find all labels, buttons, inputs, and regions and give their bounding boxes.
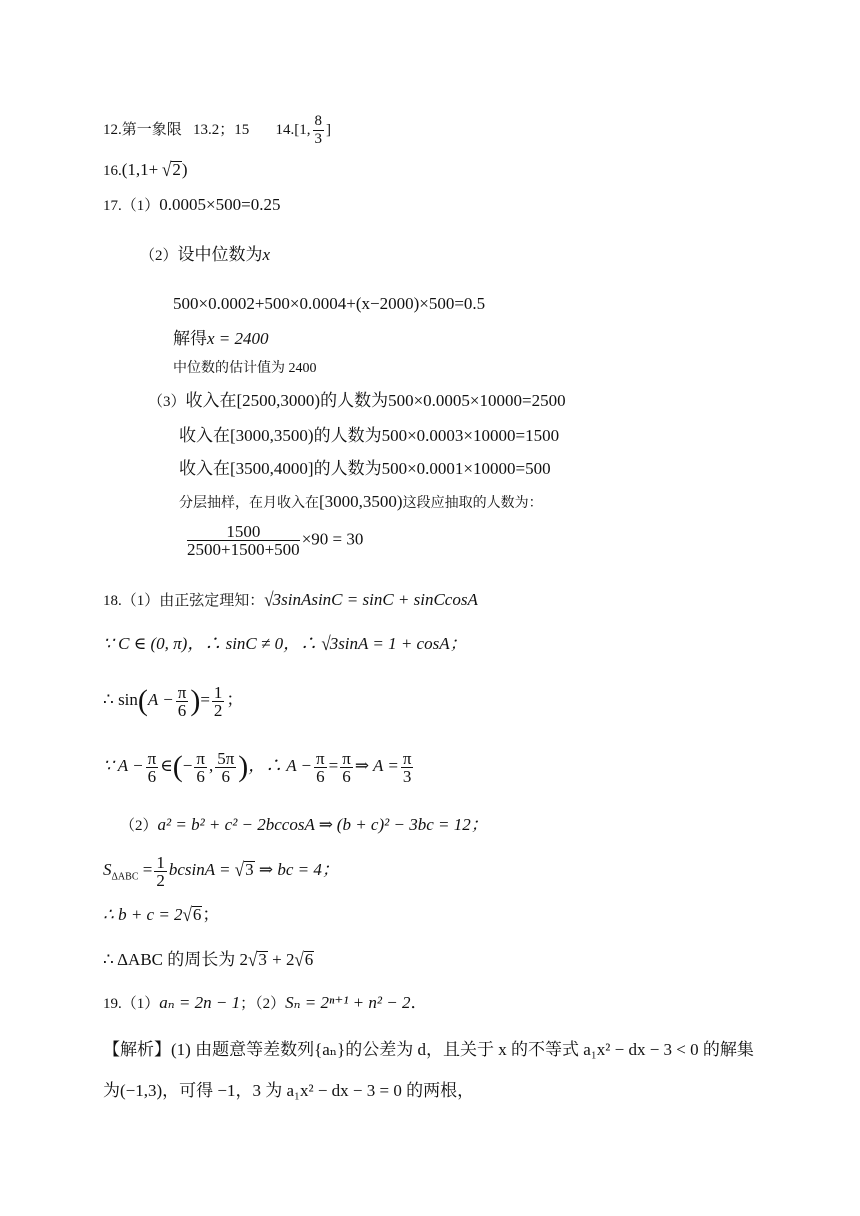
q17-part3-c: 收入在[3500,4000]的人数为500×0.0001×10000=500 — [179, 459, 551, 478]
q17-part2-label: （2）设中位数为x — [140, 245, 271, 264]
sqrt: 3 — [245, 860, 254, 879]
fraction: $\frac{1500}{2500+1500+500}$ — [187, 522, 300, 559]
q17-stratified: 分层抽样，在月收入在[3000,3500)这段应抽取的人数为： — [179, 492, 543, 511]
fraction: $\frac{1}{2}$ — [156, 852, 165, 890]
sqrt: 2 — [172, 160, 181, 179]
q18-line3: ∴ sin(A − $\frac{\pi}{6}$ )= $\frac{1}{2}$ ； — [103, 682, 244, 720]
q17-solution: 解得x = 2400 — [173, 329, 269, 348]
sqrt: 3 — [258, 950, 267, 969]
q19-analysis-line2: 为(−1,3)，可得 −1，3 为 a₁x² − dx − 3 = 0 的两根， — [103, 1081, 475, 1100]
answer-13: 13.2；15 — [193, 121, 250, 138]
fraction: $\frac{\pi}{3}$ — [402, 748, 412, 786]
answer-line-12-14 — [103, 113, 331, 148]
q17-part1: 17.（1）0.0005×500=0.25 — [103, 195, 281, 214]
sqrt: 6 — [192, 905, 202, 924]
answer-14: 14.[1, $\frac{8}{3}$ ] — [275, 113, 332, 147]
q17-median-note: 中位数的估计值为 2400 — [173, 361, 317, 376]
fraction: $\frac{\pi}{6}$ — [342, 748, 351, 786]
fraction: $\frac{\pi}{6}$ — [177, 682, 187, 720]
q18-area: $S_{\Delta ABC}$ = $\frac{1}{2}$ bcsinA = √3 ⇒ bc = 4； — [103, 852, 339, 890]
q18-part2: （2）a² = b² + c² − 2bccosA ⇒ (b + c)² − 3bc = 12； — [120, 815, 488, 834]
q18-line2: ∵ C ∈ (0, π)，∴ sinC ≠ 0，∴ √3sinA = 1 + cosA； — [103, 632, 467, 655]
fraction: $\frac{\pi}{6}$ — [196, 748, 205, 786]
q17-part3-b: 收入在[3000,3500)的人数为500×0.0003×10000=1500 — [179, 426, 560, 445]
q17-equation: 500×0.0002+500×0.0004+(x−2000)×500=0.5 — [173, 294, 486, 313]
q17-fraction-result: $\frac{1500}{2500+1500+500}$ ×90 = 30 — [187, 522, 364, 559]
q18-perimeter: ∴ ΔABC 的周长为 2√3 + 2√6 — [103, 948, 314, 971]
fraction: $\frac{\pi}{6}$ — [147, 748, 157, 786]
q18-part1: 18.（1）由正弦定理知：√3sinAsinC = sinC + sinCcosA — [103, 588, 478, 611]
answer-12: 12.第一象限 — [103, 121, 182, 138]
fraction: $\frac{5\pi}{6}$ — [217, 748, 235, 786]
q19-analysis-line1: 【解析】(1) 由题意等差数列{aₙ}的公差为 d，且关于 x 的不等式 a₁x² − dx − 3 < 0 的解集 — [103, 1040, 754, 1059]
q18-line4: ∵ A − $\frac{\pi}{6}$ ∈(− $\frac{\pi}{6}$ , $\frac{5\pi}{6}$ )，∴ A − $\frac{\pi}{6}$ = $\frac{\pi}{6}$ ⇒ A = $\frac{\pi}{3}$ — [103, 748, 412, 786]
fraction: $\frac{1}{2}$ — [213, 682, 223, 720]
sqrt: 6 — [304, 950, 314, 969]
fraction: $\frac{\pi}{6}$ — [316, 748, 325, 786]
q18-sum: ∴ b + c = 2√6； — [103, 903, 220, 926]
answer-16: 16.(1,1+ √2) — [103, 158, 188, 181]
q19-answer: 19.（1）aₙ = 2n − 1；（2）Sₙ = 2ⁿ⁺¹ + n² − 2． — [103, 993, 428, 1012]
q17-part3-a: （3）收入在[2500,3000)的人数为500×0.0005×10000=2500 — [148, 391, 566, 410]
fraction: $\frac{8}{3}$ — [314, 113, 323, 147]
